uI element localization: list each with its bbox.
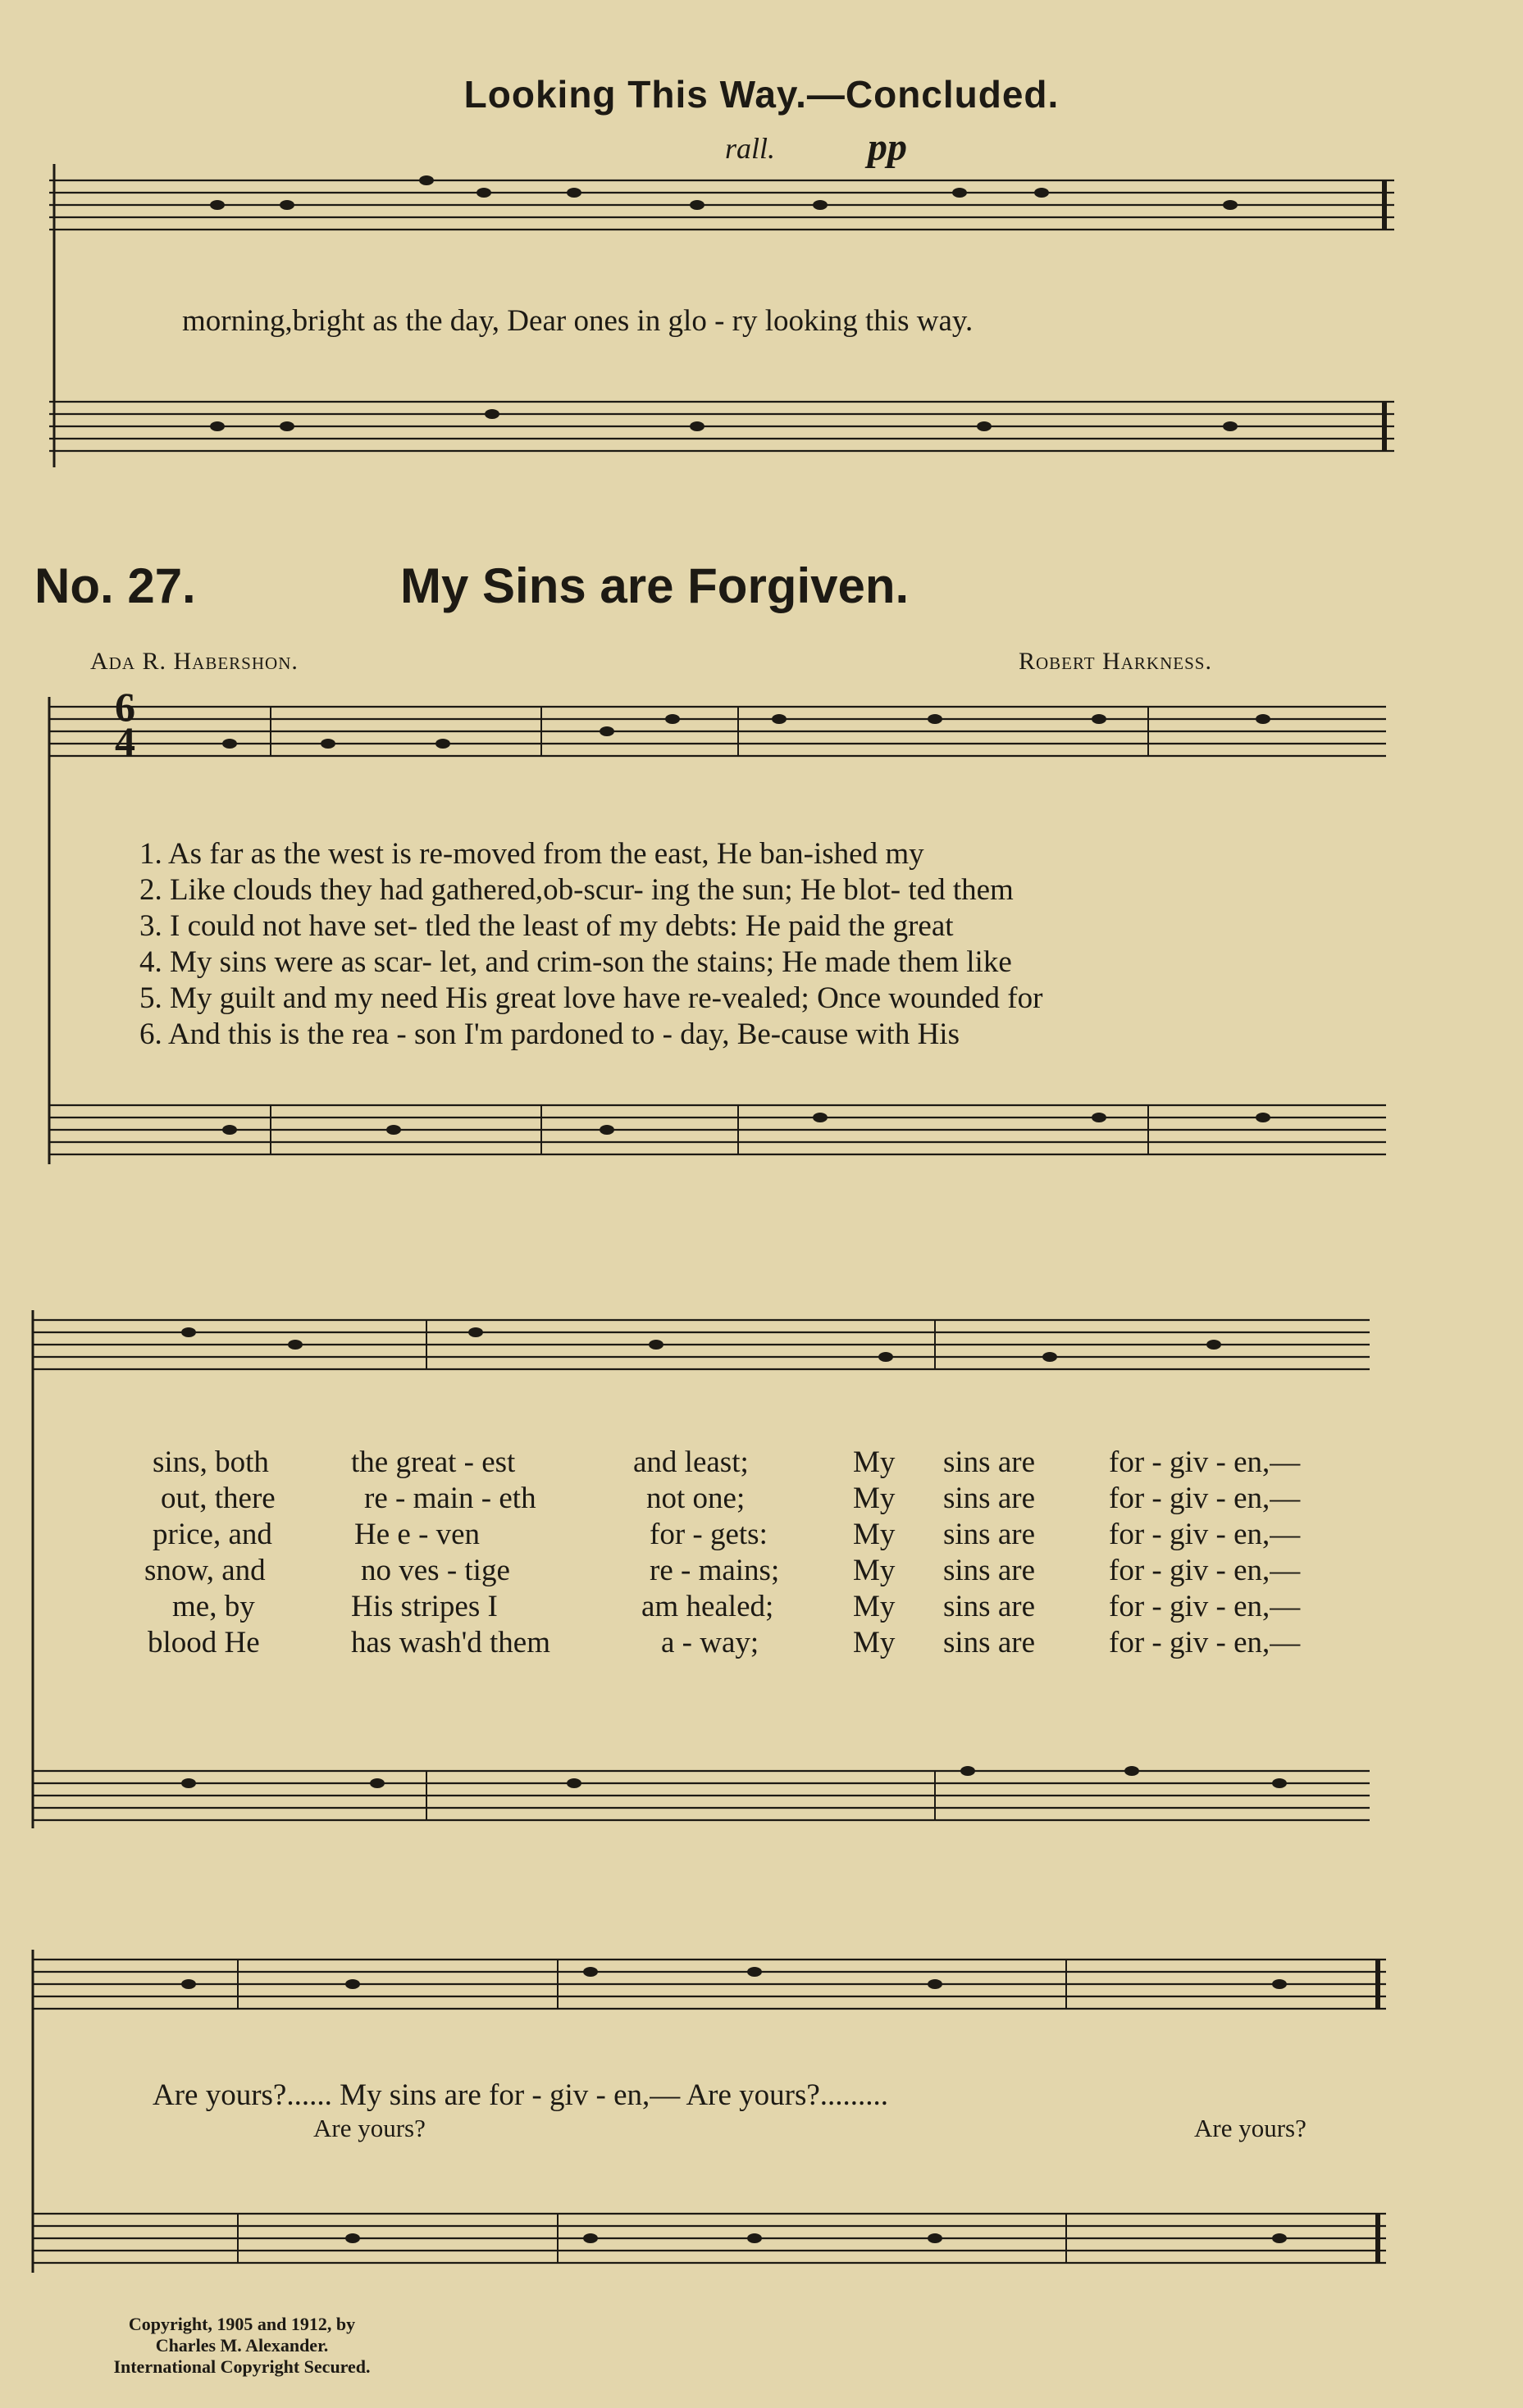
copyright-line-2: Charles M. Alexander. bbox=[155, 2335, 329, 2356]
staff-bass-3 bbox=[33, 2214, 1386, 2263]
cont-3-d: My bbox=[853, 1518, 896, 1551]
verse-line-3: 3. I could not have set- tled the least of my debts: He paid the great bbox=[139, 909, 954, 943]
cont-5-e: sins are bbox=[943, 1590, 1035, 1623]
cont-5-b: His stripes I bbox=[351, 1590, 498, 1623]
refrain-main: Are yours?...... My sins are for - giv - en,— Are yours?......... bbox=[153, 2078, 889, 2112]
time-signature-bottom: 4 bbox=[115, 718, 135, 764]
composer-credit: Robert Harkness. bbox=[1019, 648, 1212, 675]
cont-3-e: sins are bbox=[943, 1518, 1035, 1551]
cont-4-b: no ves - tige bbox=[361, 1554, 510, 1587]
verse-line-1: 1. As far as the west is re-moved from the east, He ban-ished my bbox=[139, 837, 924, 871]
cont-4-f: for - giv - en,— bbox=[1109, 1554, 1301, 1587]
cont-5-a: me, by bbox=[172, 1590, 255, 1623]
staff-treble-0 bbox=[49, 180, 1394, 230]
cont-2-b: re - main - eth bbox=[364, 1482, 536, 1515]
copyright-line-1: Copyright, 1905 and 1912, by bbox=[128, 2314, 356, 2334]
page-header-title: Looking This Way.—Concluded. bbox=[463, 73, 1060, 116]
staff-treble-1 bbox=[49, 707, 1386, 764]
cont-4-a: snow, and bbox=[144, 1554, 266, 1587]
verse-line-2: 2. Like clouds they had gathered,ob-scur- ing the sun; He blot- ted them bbox=[139, 873, 1014, 907]
hymn-number: No. 27. bbox=[34, 558, 196, 613]
cont-6-d: My bbox=[853, 1626, 896, 1659]
verse-line-4: 4. My sins were as scar- let, and crim-son the stains; He made them like bbox=[139, 945, 1012, 979]
cont-1-f: for - giv - en,— bbox=[1109, 1445, 1301, 1479]
cont-4-d: My bbox=[853, 1554, 896, 1587]
hymn-title: My Sins are Forgiven. bbox=[400, 558, 910, 613]
refrain-echo-1: Are yours? bbox=[313, 2114, 426, 2142]
copyright-line-3: International Copyright Secured. bbox=[113, 2356, 371, 2377]
refrain-echo-2: Are yours? bbox=[1194, 2114, 1306, 2142]
cont-1-e: sins are bbox=[943, 1445, 1035, 1479]
cont-1-b: the great - est bbox=[351, 1445, 516, 1479]
cont-6-c: a - way; bbox=[661, 1626, 759, 1659]
cont-5-d: My bbox=[853, 1590, 896, 1623]
cont-1-c: and least; bbox=[633, 1445, 749, 1479]
staff-treble-2 bbox=[33, 1320, 1370, 1369]
cont-3-b: He e - ven bbox=[354, 1518, 481, 1551]
cont-5-c: am healed; bbox=[641, 1590, 774, 1623]
cont-4-c: re - mains; bbox=[650, 1554, 780, 1587]
cont-6-f: for - giv - en,— bbox=[1109, 1626, 1301, 1659]
cont-6-b: has wash'd them bbox=[351, 1626, 551, 1659]
cont-2-d: My bbox=[853, 1482, 896, 1515]
cont-1-a: sins, both bbox=[153, 1445, 269, 1479]
cont-1-d: My bbox=[853, 1445, 896, 1479]
cont-5-f: for - giv - en,— bbox=[1109, 1590, 1301, 1623]
cont-2-c: not one; bbox=[646, 1482, 746, 1515]
cont-2-a: out, there bbox=[161, 1482, 276, 1515]
cont-2-f: for - giv - en,— bbox=[1109, 1482, 1301, 1515]
cont-3-a: price, and bbox=[153, 1518, 272, 1551]
staff-treble-3 bbox=[33, 1960, 1386, 2009]
cont-4-e: sins are bbox=[943, 1554, 1035, 1587]
time-signature-top: 6 bbox=[115, 684, 135, 730]
concluded-lyric: morning,bright as the day, Dear ones in glo - ry looking this way. bbox=[182, 304, 974, 338]
cont-3-f: for - giv - en,— bbox=[1109, 1518, 1301, 1551]
verse-line-5: 5. My guilt and my need His great love have re-vealed; Once wounded for bbox=[139, 981, 1043, 1015]
copyright-notice bbox=[66, 2314, 418, 2378]
staff-bass-1 bbox=[49, 1105, 1386, 1154]
rall-marking: rall. bbox=[725, 132, 776, 165]
cont-6-e: sins are bbox=[943, 1626, 1035, 1659]
staff-bass-0 bbox=[49, 402, 1394, 451]
verse-line-6: 6. And this is the rea - son I'm pardoned to - day, Be-cause with His bbox=[139, 1017, 960, 1051]
lyricist-credit: Ada R. Habershon. bbox=[90, 648, 299, 675]
cont-6-a: blood He bbox=[148, 1626, 260, 1659]
cont-2-e: sins are bbox=[943, 1482, 1035, 1515]
pianissimo-marking: pp bbox=[868, 125, 907, 169]
cont-3-c: for - gets: bbox=[650, 1518, 768, 1551]
staff-bass-2 bbox=[33, 1771, 1370, 1820]
